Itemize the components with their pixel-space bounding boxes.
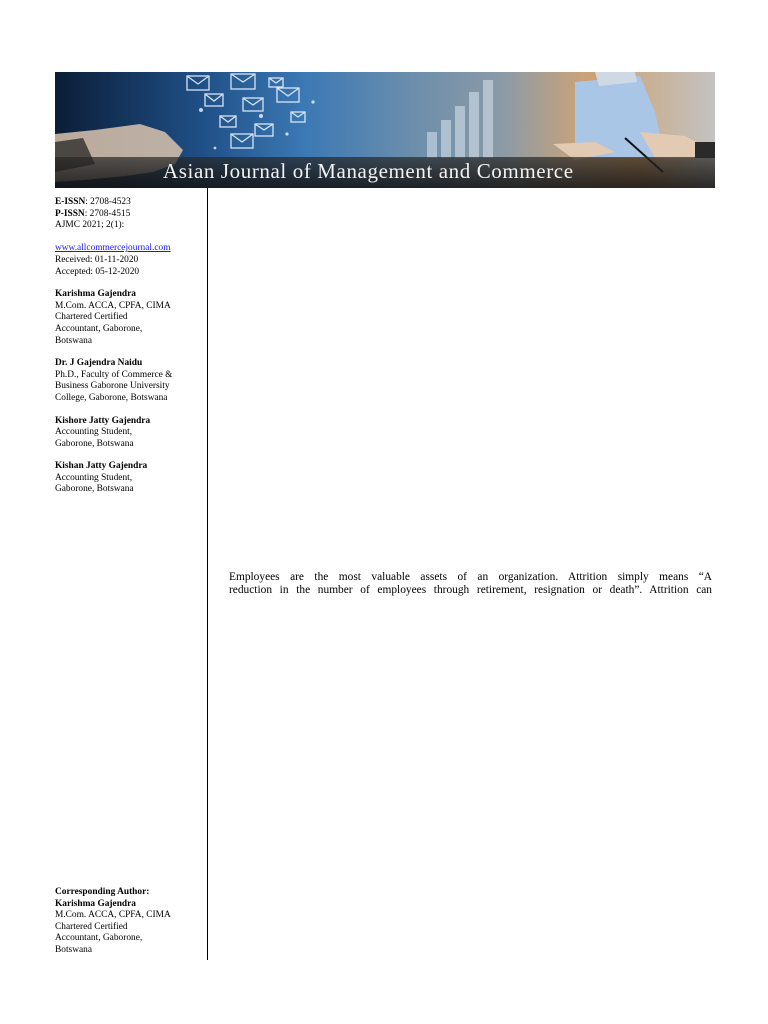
eissn: E-ISSN: 2708-4523 [55, 197, 131, 207]
author-affiliation: Gaborone, Botswana [55, 438, 134, 449]
corresponding-name: Karishma Gajendra [55, 898, 136, 909]
journal-title: Asian Journal of Management and Commerce [163, 159, 574, 183]
author-affiliation: Gaborone, Botswana [55, 484, 134, 495]
author-affiliation: College, Gaborone, Botswana [55, 392, 168, 403]
corresponding-affiliation: Botswana [55, 944, 92, 955]
author-name: Dr. J Gajendra Naidu [55, 358, 143, 369]
author-block [55, 289, 203, 347]
author-affiliation: M.Com. ACCA, CPFA, CIMA [55, 300, 171, 311]
author-affiliation: Botswana [55, 335, 92, 346]
author-affiliation: Business Gaborone University [55, 381, 170, 392]
author-name: Kishore Jatty Gajendra [55, 415, 151, 426]
author-affiliation: Chartered Certified [55, 312, 128, 323]
journal-issue: AJMC 2021; 2(1): [55, 220, 125, 231]
author-name: Karishma Gajendra [55, 289, 136, 300]
author-affiliation: Accounting Student, [55, 472, 133, 483]
journal-website-link[interactable]: www.allcommercejournal.com [55, 243, 171, 254]
author-name: Kishan Jatty Gajendra [55, 461, 148, 472]
author-block [55, 461, 203, 496]
journal-banner [55, 72, 715, 188]
corresponding-affiliation: M.Com. ACCA, CPFA, CIMA [55, 910, 171, 921]
corresponding-label: Corresponding Author: [55, 887, 150, 897]
body-paragraph [229, 571, 712, 597]
received-date: Received: 01-11-2020 [55, 254, 139, 265]
author-affiliation: Ph.D., Faculty of Commerce & [55, 369, 173, 380]
author-affiliation: Accountant, Gaborone, [55, 323, 143, 334]
pissn: P-ISSN: 2708-4515 [55, 208, 131, 219]
author-block [55, 358, 203, 404]
accepted-date: Accepted: 05-12-2020 [55, 266, 140, 277]
corresponding-author [55, 887, 203, 957]
body-line: reduction in the number of employees through retirement, resignation or death”. Attrition can [229, 584, 712, 597]
author-block [55, 416, 203, 451]
author-affiliation: Accounting Student, [55, 427, 133, 438]
banner-title-bar [55, 157, 715, 188]
corresponding-affiliation: Accountant, Gaborone, [55, 933, 143, 944]
corresponding-affiliation: Chartered Certified [55, 921, 128, 932]
body-line: Employees are the most valuable assets of an organization. Attrition simply means “A [229, 571, 712, 583]
article-sidebar [55, 197, 203, 496]
column-divider [207, 188, 208, 960]
